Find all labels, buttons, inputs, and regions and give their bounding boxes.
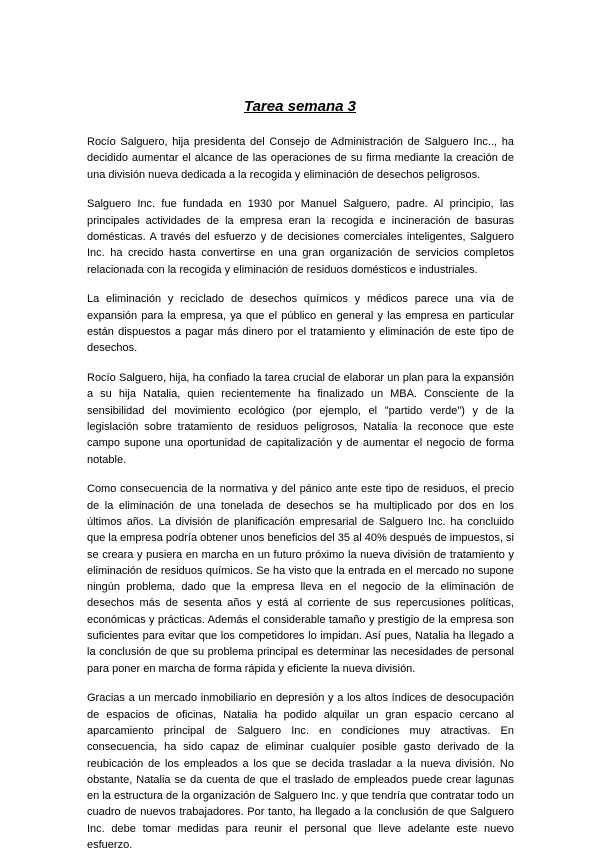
- document-title: Tarea semana 3: [243, 98, 357, 115]
- paragraph-6: Gracias a un mercado inmobiliario en depresión y a los altos índices de desocupación de espacios de oficinas, Natalia ha podido alquilar un gran espacio cercano al aparcamiento principal de Salguero Inc. en condiciones muy atractivas. En consecuencia, ha sido capaz de eliminar cualquier posible gasto derivado de la reubicación de los empleados a los que se decida trasladar a la nueva división. No obstante, Natalia se da cuenta de que el traslado de empleados puede crear lagunas en la estructura de la organización de Salguero Inc. y que tendría que contratar todo un cuadro de nuevos trabajadores. Por tanto, ha llegado a la conclusión de que Salguero Inc. debe tomar medidas para reunir el personal que lleve adelante este nuevo esfuerzo.: [87, 692, 514, 852]
- paragraph-5: Como consecuencia de la normativa y del pánico ante este tipo de residuos, el precio de la eliminación de una tonelada de desechos se ha multiplicado por dos en los últimos años. La división de planificación empresarial de Salguero Inc. ha concluido que la empresa podría obtener unos beneficios del 35 al 40% después de impuestos, si se creara y pusiera en marcha en un futuro próximo la nueva división de tratamiento y eliminación de residuos químicos. Se ha visto que la entrada en el mercado no supone ningún problema, dado que la empresa lleva en el negocio de la eliminación de desechos más de sesenta años y está al corriente de sus repercusiones políticas, económicas y prácticas. Además el considerable tamaño y prestigio de la empresa son suficientes para evitar que los competidores lo impidan. Así pues, Natalia ha llegado a la conclusión de que su problema principal es determinar las necesidades de personal para poner en marcha de forma rápida y eficiente la nueva división.: [87, 483, 514, 675]
- paragraph-4: Rocío Salguero, hija, ha confiado la tarea crucial de elaborar un plan para la expansión a su hija Natalia, quien recientemente ha finalizado un MBA. Consciente de la sensibilidad del movimiento ecológico (por ejemplo, el "partido verde") y de la legislación sobre tratamiento de residuos peligrosos, Natalia la reconoce que este campo supone una oportunidad de capitalización y de aumentar el negocio de forma notable.: [87, 372, 514, 466]
- document-body: [87, 134, 514, 867]
- paragraph-1: Rocío Salguero, hija presidenta del Consejo de Administración de Salguero Inc.., ha decidido aumentar el alcance de las operaciones de su firma mediante la creación de una división nueva dedicada a la recogida y eliminación de desechos peligrosos.: [87, 136, 514, 181]
- paragraph-3: La eliminación y reciclado de desechos químicos y médicos parece una vía de expansión para la empresa, ya que el público en general y las empresa en particular están dispuestos a pagar más dinero por el tratamiento y eliminación de este tipo de desechos.: [87, 293, 514, 355]
- paragraph-2: Salguero Inc. fue fundada en 1930 por Manuel Salguero, padre. Al principio, las principales actividades de la empresa eran la recogida e incineración de basuras domésticas. A través del esfuerzo y de decisiones comerciales inteligentes, Salguero Inc. ha crecido hasta convertirse en una gran organización de servicios completos relacionada con la recogida y eliminación de residuos domésticos e industriales.: [87, 198, 514, 276]
